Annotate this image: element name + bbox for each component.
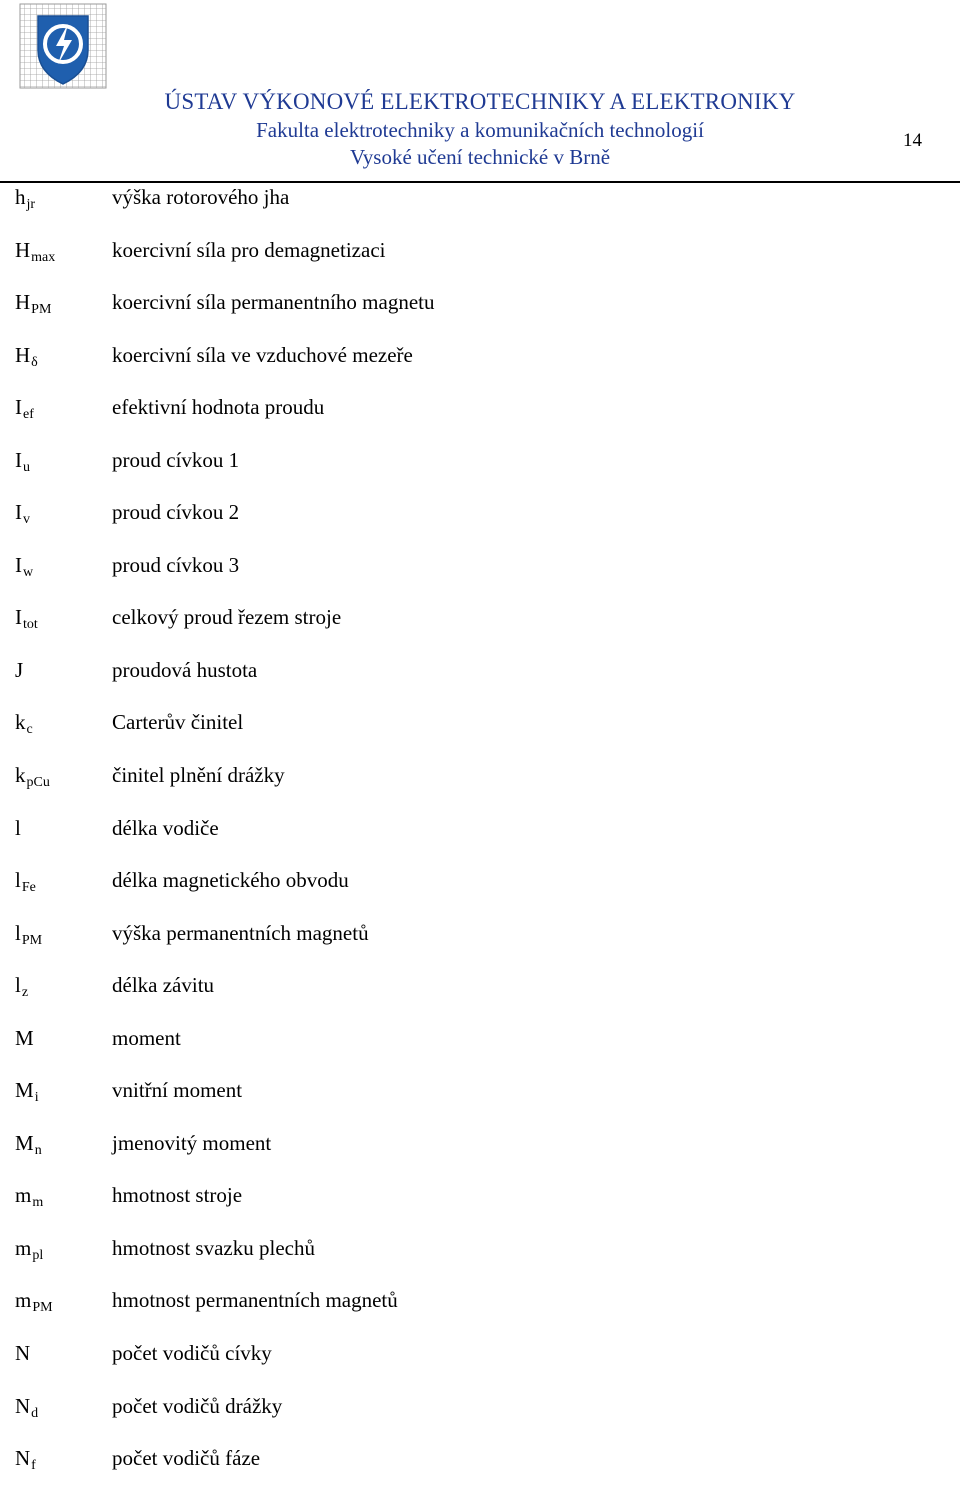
page-number: 14 bbox=[903, 130, 922, 151]
symbol-base: l bbox=[15, 815, 21, 840]
symbol-description: hmotnost svazku plechů bbox=[112, 1235, 315, 1260]
symbol-base: N bbox=[15, 1341, 31, 1366]
symbol-base: m bbox=[15, 1183, 32, 1208]
symbol-subscript: i bbox=[34, 1090, 39, 1106]
symbol-description: proud cívkou 2 bbox=[112, 500, 240, 525]
symbol bbox=[15, 1024, 34, 1077]
symbol-subscript: tot bbox=[23, 617, 38, 633]
symbol-description: moment bbox=[112, 1025, 181, 1050]
symbol bbox=[15, 1234, 43, 1287]
symbol bbox=[15, 1076, 39, 1129]
symbol-base: I bbox=[15, 447, 22, 472]
symbol-row bbox=[0, 1339, 960, 1392]
symbol bbox=[15, 814, 21, 867]
symbol-description: efektivní hodnota proudu bbox=[112, 395, 325, 420]
symbol-subscript: u bbox=[23, 459, 30, 475]
symbol-description: činitel plnění drážky bbox=[112, 763, 285, 788]
symbol-description: délka závitu bbox=[112, 973, 215, 998]
symbol bbox=[15, 288, 51, 341]
symbol-row bbox=[0, 498, 960, 551]
symbol-subscript: v bbox=[23, 512, 30, 528]
symbol-row bbox=[0, 656, 960, 709]
symbol-subscript: w bbox=[23, 564, 34, 580]
symbol-base: M bbox=[15, 1130, 34, 1155]
symbol-base: H bbox=[15, 290, 31, 315]
symbol-description: proud cívkou 1 bbox=[112, 447, 240, 472]
symbol-subscript: Fe bbox=[21, 880, 36, 896]
symbol bbox=[15, 393, 34, 446]
symbol-base: m bbox=[15, 1235, 32, 1260]
symbol-subscript: PM bbox=[32, 1300, 53, 1316]
symbol-description: proud cívkou 3 bbox=[112, 552, 240, 577]
symbol-subscript: max bbox=[31, 249, 56, 265]
symbol bbox=[15, 603, 38, 656]
symbol-row bbox=[0, 761, 960, 814]
symbol-base: I bbox=[15, 395, 22, 420]
symbol-base: l bbox=[15, 973, 21, 998]
symbol-subscript: δ bbox=[31, 354, 38, 370]
symbol bbox=[15, 551, 33, 604]
symbol-row bbox=[0, 236, 960, 289]
symbol bbox=[15, 708, 33, 761]
symbol bbox=[15, 341, 38, 394]
symbol-subscript: pCu bbox=[26, 775, 50, 791]
symbol-base: l bbox=[15, 920, 21, 945]
symbol-row bbox=[0, 1286, 960, 1339]
symbol-description: jmenovitý moment bbox=[112, 1130, 272, 1155]
symbol-description: koercivní síla pro demagnetizaci bbox=[112, 237, 386, 262]
symbol-base: l bbox=[15, 868, 21, 893]
symbol-subscript: pl bbox=[32, 1247, 44, 1263]
university-logo-icon bbox=[18, 2, 108, 90]
symbol-subscript: n bbox=[34, 1142, 42, 1158]
symbol-subscript: PM bbox=[21, 932, 43, 948]
symbol-base: I bbox=[15, 605, 22, 630]
symbol-description: délka magnetického obvodu bbox=[112, 868, 349, 893]
symbol-row bbox=[0, 866, 960, 919]
symbol-base: H bbox=[15, 237, 31, 262]
symbol-subscript: c bbox=[26, 722, 33, 738]
symbol-row bbox=[0, 341, 960, 394]
symbol-description: koercivní síla permanentního magnetu bbox=[112, 290, 435, 315]
symbol-description: počet vodičů cívky bbox=[112, 1341, 272, 1366]
symbol-description: proudová hustota bbox=[112, 657, 258, 682]
symbol bbox=[15, 866, 36, 919]
symbol-subscript: jr bbox=[26, 197, 36, 212]
symbol-base: H bbox=[15, 342, 31, 367]
symbol-row bbox=[0, 551, 960, 604]
symbol bbox=[15, 761, 50, 814]
symbol-list bbox=[0, 183, 960, 1497]
symbol bbox=[15, 1444, 36, 1497]
symbol-description: počet vodičů drážky bbox=[112, 1393, 283, 1418]
symbol-base: m bbox=[15, 1288, 32, 1313]
header-university: Vysoké učení technické v Brně bbox=[349, 145, 611, 169]
symbol-base: k bbox=[15, 763, 26, 788]
symbol-subscript: f bbox=[31, 1458, 36, 1474]
symbol bbox=[15, 236, 55, 289]
symbol-description: počet vodičů fáze bbox=[112, 1446, 261, 1471]
symbol-description: celkový proud řezem stroje bbox=[112, 605, 342, 630]
symbol-row bbox=[0, 708, 960, 761]
symbol bbox=[15, 1392, 38, 1445]
symbol bbox=[15, 1129, 42, 1182]
symbol-row bbox=[0, 446, 960, 499]
symbol-row bbox=[0, 1181, 960, 1234]
symbol-base: I bbox=[15, 552, 22, 577]
symbol bbox=[15, 1286, 53, 1339]
symbol-row bbox=[0, 393, 960, 446]
symbol-description: délka vodiče bbox=[112, 815, 219, 840]
symbol bbox=[15, 919, 42, 972]
symbol-row bbox=[0, 1129, 960, 1182]
symbol-row bbox=[0, 1024, 960, 1077]
symbol-base: M bbox=[15, 1078, 34, 1103]
symbol-description: výška permanentních magnetů bbox=[112, 920, 369, 945]
symbol-row bbox=[0, 1234, 960, 1287]
symbol-base: J bbox=[15, 657, 24, 682]
symbol bbox=[15, 656, 23, 709]
symbol-description: hmotnost stroje bbox=[112, 1183, 243, 1208]
symbol-base: N bbox=[15, 1393, 31, 1418]
symbol-subscript: ef bbox=[23, 407, 34, 423]
symbol-row bbox=[0, 288, 960, 341]
symbol-subscript: z bbox=[21, 985, 29, 1001]
symbol-row bbox=[0, 1076, 960, 1129]
symbol-description: Carterův činitel bbox=[112, 710, 244, 735]
symbol-row bbox=[0, 1444, 960, 1497]
symbol bbox=[15, 1181, 43, 1234]
symbol-base: I bbox=[15, 500, 22, 525]
symbol-base: N bbox=[15, 1446, 31, 1471]
symbol-row bbox=[0, 971, 960, 1024]
symbol bbox=[15, 183, 35, 236]
symbol bbox=[15, 446, 30, 499]
symbol-description: hmotnost permanentních magnetů bbox=[112, 1288, 398, 1313]
symbol-row bbox=[0, 814, 960, 867]
symbol-row bbox=[0, 919, 960, 972]
symbol-description: koercivní síla ve vzduchové mezeře bbox=[112, 342, 413, 367]
symbol-base: M bbox=[15, 1025, 34, 1050]
header-faculty: Fakulta elektrotechniky a komunikačních technologií bbox=[256, 118, 704, 142]
symbol-row bbox=[0, 183, 960, 236]
symbol-description: vnitřní moment bbox=[112, 1078, 243, 1103]
symbol-subscript: PM bbox=[31, 302, 52, 318]
symbol-description: výška rotorového jha bbox=[112, 185, 290, 209]
symbol-subscript: m bbox=[32, 1195, 44, 1211]
header-institute: ÚSTAV VÝKONOVÉ ELEKTROTECHNIKY A ELEKTRONIKY bbox=[164, 89, 796, 114]
symbol-subscript: d bbox=[31, 1405, 39, 1421]
symbol-row bbox=[0, 603, 960, 656]
symbol bbox=[15, 1339, 30, 1392]
symbol-row bbox=[0, 1392, 960, 1445]
symbol bbox=[15, 971, 28, 1024]
symbol-base: k bbox=[15, 710, 26, 735]
symbol-base: h bbox=[15, 185, 26, 209]
symbol bbox=[15, 498, 30, 551]
